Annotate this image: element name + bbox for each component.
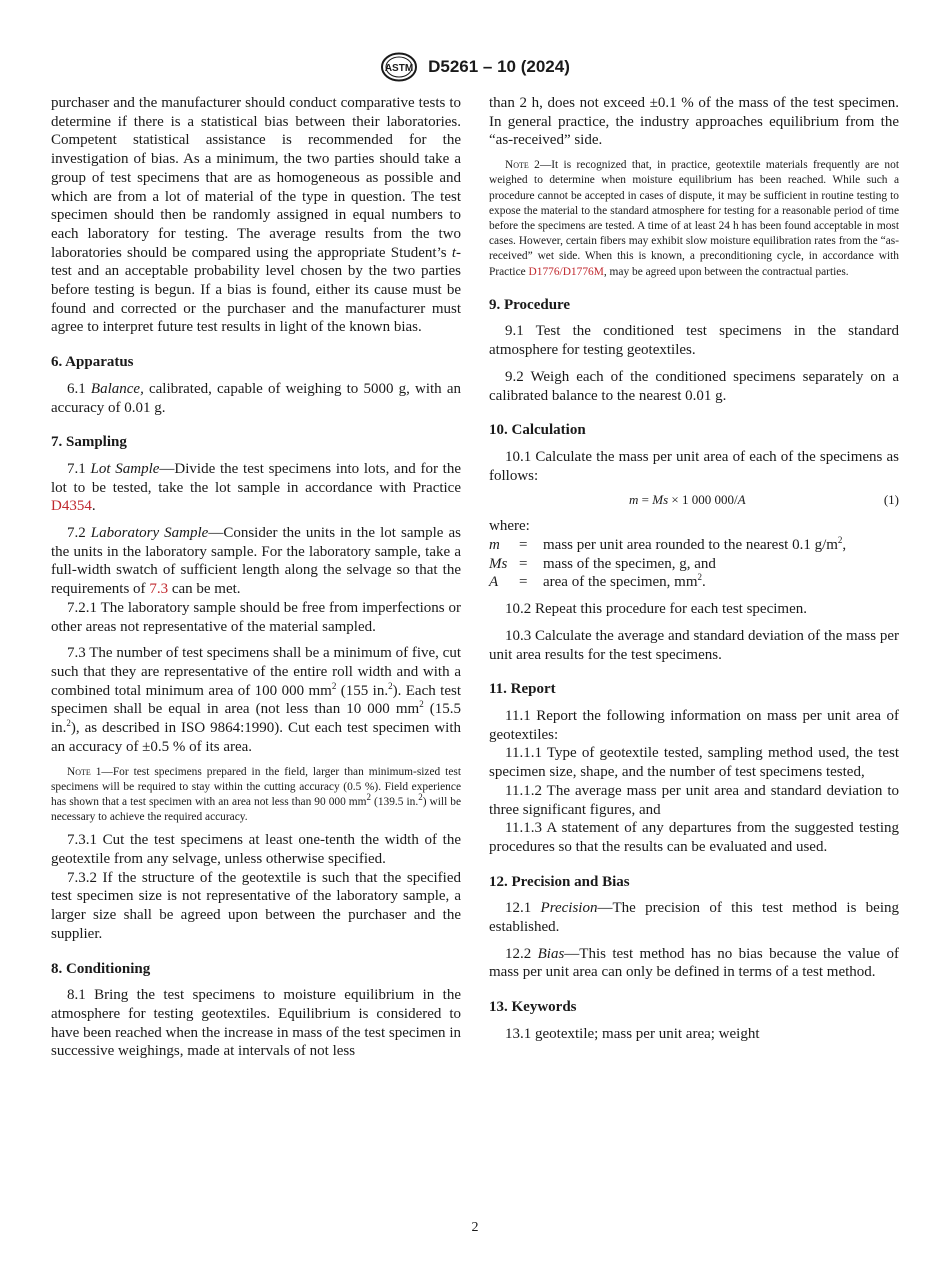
page-number: 2 [471, 1220, 479, 1235]
astm-logo-icon [380, 52, 418, 82]
section-heading-procedure: 9. Procedure [489, 296, 571, 313]
right-column [489, 94, 899, 1052]
variable-definitions [489, 536, 846, 592]
paragraph-11-1-1: 11.1.1 Type of geotextile tested, sampling method used, the test specimen size, shape, and the number of test specimens tested, [489, 745, 899, 781]
paragraph-10-3: 10.3 Calculate the average and standard deviation of the mass per unit area results for the test specimens. [489, 627, 899, 663]
continued-paragraph-right: than 2 h, does not exceed ±0.1 % of the mass of the test specimen. In general practice, the industry approaches equilibrium from the “as-received” side. [489, 95, 899, 149]
page-header [0, 52, 950, 82]
section-heading-report: 11. Report [489, 681, 556, 698]
continued-paragraph: purchaser and the manufacturer should conduct comparative tests to determine if there is a statistical bias between their laboratories. Competent statistical assistance is recommended for the investigation of bias. As a minimum, the two parties should take a group of test specimens that are as homogeneous as possible and which are from a lot of material of the type in question. The test specimen should then be randomly assigned in equal numbers to each laboratory for testing. The average results from the two laboratories should be compared using the appropriate Student’s t-test and an acceptable probability level chosen by the two parties before testing is begun. If a bias is found, either its cause must be found and corrected or the purchaser and the manufacturer must agree to interpret future test results in light of the known bias. [51, 95, 461, 336]
reference-link-7-3[interactable]: 7.3 [149, 581, 169, 598]
paragraph-8-1: 8.1 Bring the test specimens to moisture equilibrium in the atmosphere for testing geotextiles. Equilibrium is considered to have been reached when the increase in mass of the test specimen in successive weighings, made at intervals of not less [51, 987, 461, 1060]
variable-row: m = mass per unit area rounded to the nearest 0.1 $g/m^2$, [489, 535, 847, 554]
section-heading-sampling: 7. Sampling [51, 434, 127, 451]
paragraph-12-1: 12.1 Precision—The precision of this test method is being established. [489, 900, 900, 936]
paragraph-12-2: 12.2 Bias—This test method has no bias because the value of mass per unit area can only be defined in terms of a test method. [489, 945, 900, 981]
note-1: Note 1—For test specimens prepared in the field, larger than minimum-sized test specimens will be required to stay within the cutting accuracy (0.5 %). Field experience has shown that a test specimen with an area not less than 90 000 $mm^2$ (139.5 in.$^2$) will be necessary to achieve the required accuracy. [51, 765, 461, 824]
equation-number: (1) [883, 492, 899, 508]
paragraph-7-1: 7.1 Lot Sample—Divide the test specimens into lots, and for the lot to be tested, take the lot sample in accordance with Practice D4354. [51, 460, 462, 515]
paragraph-10-2: 10.2 Repeat this procedure for each test specimen. [505, 601, 807, 618]
note-2: Note 2—It is recognized that, in practice, geotextile materials frequently are not weighed to determine when moisture equilibrium has been reached. While such a procedure cannot be accepted in cases of dispute, it may be sufficient in routine testing to expose the material to the standard atmosphere for testing for a reasonable period of time before the specimens are tested. A time of at least 24 h has been found acceptable in most cases. However, certain fibers may exhibit slow moisture equilibration rates from the “as-received” wet side. When this is known, a preconditioning cycle, in accordance with Practice D1776/D1776M, may be agreed upon between the contractual parties. [489, 159, 899, 278]
paragraph-11-1-2: 11.1.2 The average mass per unit area and standard deviation to three significant figures, and [489, 782, 899, 818]
left-column [51, 94, 461, 1069]
paragraph-7-3: 7.3 The number of test specimens shall be a minimum of five, cut such that they are representative of the entire roll width and with a combined total minimum area of 100 000 $mm^2$ (155 in.$^2$). Each test specimen shall be equal in area (not less than 10 000 $mm^2$ (15.5 in.$^2$), as described in ISO 9864:1990). Cut each test specimen with an accuracy of ±0.5 % of its area. [51, 645, 462, 755]
reference-link-d1776[interactable]: D1776/D1776M [528, 265, 604, 278]
section-heading-apparatus: 6. Apparatus [51, 354, 134, 371]
paragraph-6-1: 6.1 Balance, calibrated, capable of weighing to 5000 g, with an accuracy of 0.01 g. [51, 380, 462, 416]
paragraph-9-2: 9.2 Weigh each of the conditioned specimens separately on a calibrated balance to the nearest 0.01 g. [489, 368, 899, 404]
paragraph-7-3-1: 7.3.1 Cut the test specimens at least one-tenth the width of the geotextile from any selvage, unless otherwise specified. [51, 832, 461, 868]
paragraph-7-2-1: 7.2.1 The laboratory sample should be free from imperfections or other areas not representative of the material sampled. [51, 599, 461, 635]
paragraph-7-3-2: 7.3.2 If the structure of the geotextile is such that the specified test specimen size is not representative of the laboratory sample, a larger size shall be agreed upon between the purchaser and the supplier. [51, 869, 461, 942]
equation-expression: m = Ms × 1 000 000/A [629, 492, 746, 508]
svg-text:ASTM: ASTM [384, 63, 414, 74]
standard-designation: D5261 – 10 (2024) [428, 57, 570, 76]
paragraph-10-1: 10.1 Calculate the mass per unit area of each of the specimens as follows: [489, 448, 899, 484]
section-heading-keywords: 13. Keywords [489, 999, 577, 1016]
equation-1 [489, 489, 899, 511]
section-heading-calculation: 10. Calculation [489, 422, 586, 439]
variable-row: Ms = mass of the specimen, g, and [489, 555, 716, 572]
paragraph-7-2: 7.2 Laboratory Sample—Consider the units in the lot sample as the units in the laboratory sample. For the laboratory sample, take a full-width swatch of sufficient length along the selvage so that the requirements of 7.3 can be met. [51, 525, 461, 598]
paragraph-9-1: 9.1 Test the conditioned test specimens in the standard atmosphere for testing geotextiles. [489, 323, 899, 359]
paragraph-11-1: 11.1 Report the following information on mass per unit area of geotextiles: [489, 707, 899, 743]
section-heading-precision-bias: 12. Precision and Bias [489, 873, 630, 890]
variable-row: A = area of the specimen, $mm^2$. [489, 572, 706, 591]
where-label: where: [489, 518, 530, 535]
paragraph-11-1-3: 11.1.3 A statement of any departures from the suggested testing procedures so that the results can be evaluated and used. [489, 820, 899, 855]
reference-link-d4354[interactable]: D4354 [51, 498, 92, 515]
section-heading-conditioning: 8. Conditioning [51, 960, 151, 977]
paragraph-13-1: 13.1 geotextile; mass per unit area; weight [505, 1025, 760, 1042]
